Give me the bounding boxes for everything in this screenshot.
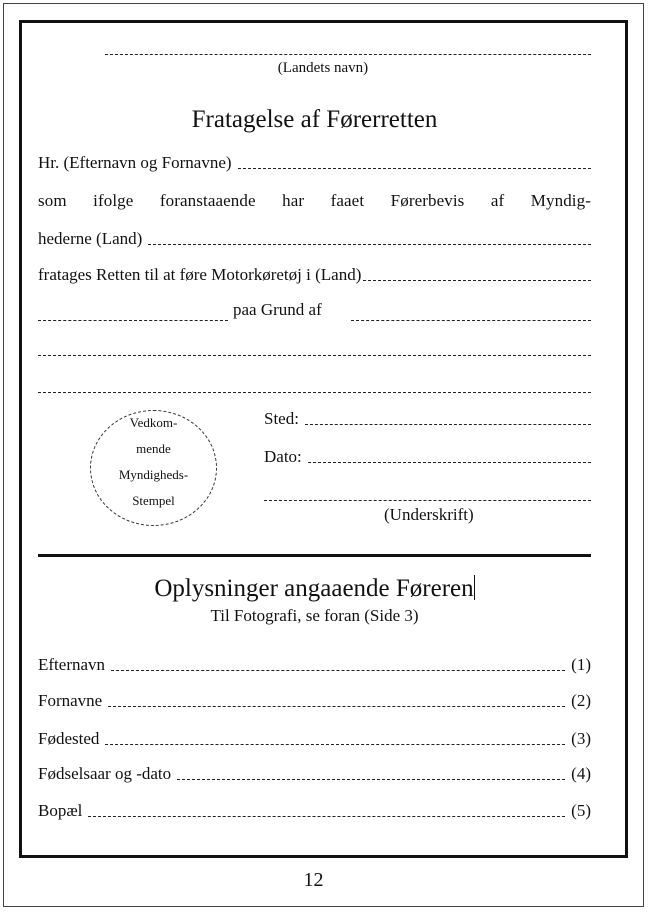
stamp-line-2: mende	[136, 441, 171, 456]
birthdate-field[interactable]	[177, 779, 565, 780]
country-label: hederne (Land)	[38, 229, 143, 248]
date-label: Dato:	[264, 447, 302, 466]
field-number: (1)	[571, 655, 591, 674]
photo-reference: Til Fotografi, se foran (Side 3)	[210, 606, 419, 625]
signature-caption: (Underskrift)	[384, 505, 474, 524]
reason-field[interactable]	[351, 312, 591, 321]
reason-line-3[interactable]	[38, 384, 591, 393]
license-issued-text: som ifolge foranstaaende har faaet Førerbevis af Myndig-	[38, 191, 591, 210]
text-cursor	[474, 575, 475, 600]
place-label: Sted:	[264, 409, 299, 428]
field-row-residence	[38, 801, 591, 821]
country-row	[38, 229, 591, 249]
stamp-line-3: Myndigheds-	[118, 467, 189, 482]
field-number: (4)	[571, 764, 591, 783]
reason-label: paa Grund af	[233, 300, 322, 319]
field-row-birthdate	[38, 764, 591, 784]
first-names-field[interactable]	[108, 706, 565, 707]
name-label: Hr. (Efternavn og Fornavne)	[38, 153, 232, 172]
country-field[interactable]	[148, 244, 591, 245]
name-row	[38, 153, 591, 173]
authority-stamp	[90, 410, 217, 526]
place-row	[264, 409, 591, 429]
revocation-row	[38, 265, 591, 285]
country-name-line	[105, 46, 591, 55]
residence-field[interactable]	[88, 816, 565, 817]
field-label: Efternavn	[38, 655, 106, 674]
stamp-line-4: Stempel	[132, 493, 175, 508]
page-number: 12	[303, 869, 324, 891]
field-label: Fødested	[38, 729, 100, 748]
stamp-line-1: Vedkom-	[129, 415, 178, 430]
field-row-surname	[38, 655, 591, 675]
field-number: (5)	[571, 801, 591, 820]
name-field[interactable]	[238, 168, 591, 169]
page-title: Fratagelse af Førerretten	[191, 106, 438, 133]
revocation-label: fratages Retten til at føre Motorkøretøj i (Land)	[38, 265, 362, 284]
field-number: (3)	[571, 729, 591, 748]
field-row-first-names	[38, 691, 591, 711]
driver-section-title-text: Oplysninger angaaende Føreren	[154, 575, 474, 602]
section-divider	[38, 554, 591, 557]
date-field[interactable]	[308, 462, 591, 463]
field-label: Fødselsaar og -dato	[38, 764, 172, 783]
revocation-country-field[interactable]	[363, 280, 591, 281]
country-name-caption: (Landets navn)	[277, 60, 369, 76]
field-label: Fornavne	[38, 691, 103, 710]
reason-line-2[interactable]	[38, 347, 591, 356]
field-number: (2)	[571, 691, 591, 710]
driver-section-title	[38, 574, 591, 604]
surname-field[interactable]	[111, 670, 565, 671]
field-label: Bopæl	[38, 801, 83, 820]
date-row	[264, 447, 591, 467]
place-field[interactable]	[305, 424, 591, 425]
reason-prefix-field[interactable]	[38, 312, 228, 321]
signature-field[interactable]	[264, 492, 591, 501]
birthplace-field[interactable]	[105, 744, 565, 745]
field-row-birthplace	[38, 729, 591, 749]
